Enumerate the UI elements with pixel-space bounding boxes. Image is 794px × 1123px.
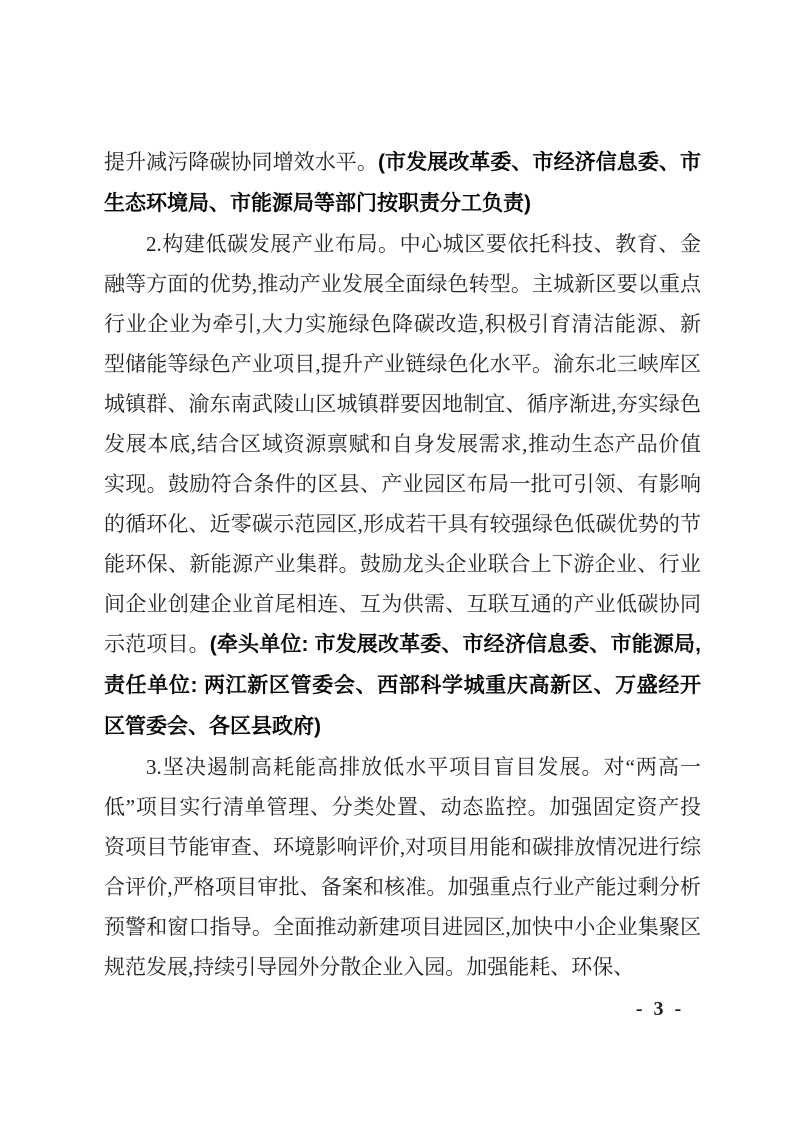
paragraph [104, 142, 701, 224]
body-text: 提升减污降碳协同增效水平。 [104, 150, 378, 174]
paragraph [104, 224, 701, 747]
body-text: 3.坚决遏制高耗能高排放低水平项目盲目发展。对“两高一低”项目实行清单管理、分类处置、动态监控。加强固定资产投资项目节能审查、环境影响评价,对项目用能和碳排放情况进行综合评价,严格项目审批、备案和核准。加强重点行业产能过剩分析预警和窗口指导。全面推动新建项目进园区,加快中小企业集聚区规范发展,持续引导园外分散企业入园。加强能耗、环保、 [104, 755, 701, 979]
paragraph [104, 747, 701, 987]
body-text: 2.构建低碳发展产业布局。中心城区要依托科技、教育、金融等方面的优势,推动产业发展全面绿色转型。主城新区要以重点行业企业为牵引,大力实施绿色降碳改造,积极引育清洁能源、新型储能等绿色产业项目,提升产业链绿色化水平。渝东北三峡库区城镇群、渝东南武陵山区城镇群要因地制宜、循序渐进,夯实绿色发展本底,结合区域资源禀赋和自身发展需求,推动生态产品价值实现。鼓励符合条件的区县、产业园区布局一批可引领、有影响的循环化、近零碳示范园区,形成若干具有较强绿色低碳优势的节能环保、新能源产业集群。鼓励龙头企业联合上下游企业、行业间企业创建企业首尾相连、互为供需、互联互通的产业低碳协同示范项目。 [104, 232, 701, 656]
document-body [104, 142, 701, 987]
responsible-units-emphasis-text: (市发展改革委、市经济信息委、市生态环境局、市能源局等部门按职责分工负责) [104, 151, 702, 215]
page-number: - 3 - [635, 998, 685, 1020]
responsible-units-emphasis-text: (牵头单位: 市发展改革委、市经济信息委、市能源局,责任单位: 两江新区管委会、西部科学城重庆高新区、万盛经开区管委会、各区县政府) [104, 633, 701, 738]
